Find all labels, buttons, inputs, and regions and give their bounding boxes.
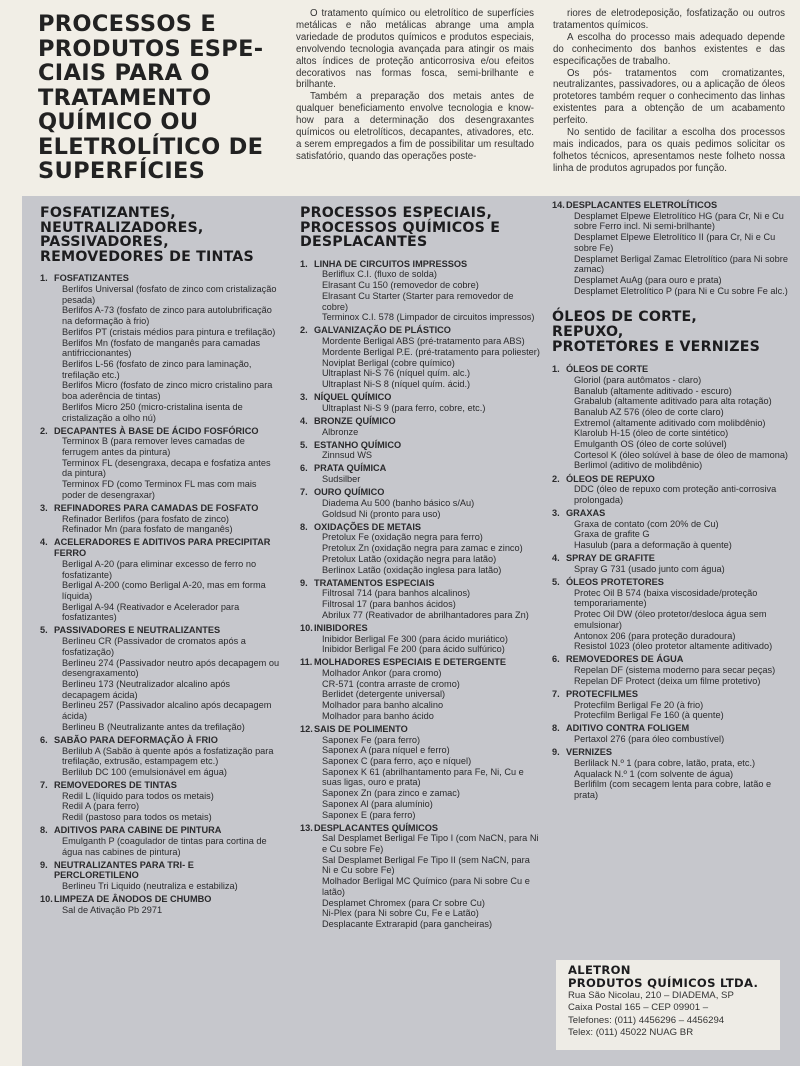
list-item [40,825,280,857]
item-products: Sal Desplamet Berligal Fe Tipo I (com NaCN, para Ni e Cu sobre Fe) Sal Desplamet Berligal Fe Tipo II (sem NaCN, para Ni e Cu sobre Fe) Molhador Berligal MC Químico (para Ni sobre Cu e latão) Desplamet Chromex (para Cr sobre Cu) Ni-Plex (para Ni sobre Cu, Fe e Latão) Desplacante Extrarapid (para gancheiras) [322,833,539,929]
item-products: Redil L (líquido para todos os metais) Redil A (para ferro) Redil (pastoso para todos os metais) [62,790,214,823]
list-item [552,200,788,296]
product-list [40,273,280,915]
item-body [314,823,540,930]
item-products: Molhador Ankor (para cromo) CR-571 (contra arraste de cromo) Berlidet (detergente universal) Molhador para banho alcalino Molhador para banho ácido [322,668,460,721]
item-heading: ADITIVO CONTRA FOLIGEM [566,723,690,734]
item-products: Diadema Au 500 (banho básico s/Au) Goldsud Ni (pronto para uso) [322,497,475,519]
product-list [552,364,788,801]
list-item [40,735,280,778]
company-phones: Telefones: (011) 4456296 – 4456294 [568,1014,725,1026]
item-body [566,747,788,801]
item-body [566,689,788,721]
item-number: 1. [552,364,560,375]
item-heading: VERNIZES [566,747,612,758]
item-body [566,474,788,506]
list-item [300,657,540,721]
item-number: 8. [40,825,48,836]
item-products: Pertaxol 276 (para óleo combustível) [574,734,725,745]
item-number: 13. [300,822,313,833]
item-heading: OURO QUÍMICO [314,487,385,498]
item-body [314,392,540,413]
item-products: Ultraplast Ni-S 9 (para ferro, cobre, etc.) [322,402,486,413]
section-title-fosfatizantes: FOSFATIZANTES, NEUTRALIZADORES, PASSIVADORES, REMOVEDORES DE TINTAS [40,205,254,265]
item-heading: ÓLEOS DE REPUXO [566,473,655,484]
item-heading: INIBIDORES [314,622,368,633]
item-number: 3. [300,392,308,402]
item-number: 5. [300,439,308,450]
list-item [300,259,540,323]
item-body [566,577,788,652]
list-item [300,440,540,461]
item-products: Emulganth P (coagulador de tintas para cortina de água nas cabines de pintura) [62,835,267,857]
item-body [54,503,280,535]
intro-column-1 [296,8,534,163]
item-number: 9. [300,577,308,588]
product-list [300,259,540,930]
item-products: Berlifos Universal (fosfato de zinco com cristalização pesada) Berlifos A-73 (fosfato de zinco para autolubrificação na deformação à frio) Berlifos PT (cristais médios para pintura e trefilação) Berlifos Mn (fosfato de manganês para camadas antifriccionantes) Berlifos L-56 (fosfato de zinco para laminação, trefilação etc.) Berlifos Micro (fosfato de zinco micro cristalino para boa aderência de tintas) Berlifos Micro 250 (micro-cristalina isenta de cristalização a olho nú) [62,284,277,423]
item-products: DDC (óleo de repuxo com proteção anti-corrosiva prolongada) [574,484,777,505]
column-processos [300,200,540,932]
item-number: 8. [552,723,560,734]
item-heading: ÓLEOS PROTETORES [566,577,664,588]
item-heading: ADITIVOS PARA CABINE DE PINTURA [54,825,222,836]
item-products: Graxa de contato (com 20% de Cu) Graxa de grafite G Hasulub (para a deformação à quente) [574,518,732,551]
list-item [40,780,280,823]
intro-paragraph: O tratamento químico ou eletrolítico de superfícies metálicas e não metálicas abrange uma ampla variedade de produtos químicos e produtos especiais, envolvendo tecnologia avançada para atingir os mais altos índices de proteção anticorrosiva e/ou efeitos decorativos nas formas fosca, semi-brilhante e brilhante. [296,8,534,91]
intro-column-2 [553,8,785,175]
item-products: Desplamet Elpewe Eletrolítico HG (para Cr, Ni e Cu sobre Ferro incl. Ni semi-brilhante) Desplamet Elpewe Eletrolítico II (para Cr, Ni e Cu sobre Fe) Desplamet Berligal Zamac Eletrolítico (para Ni sobre zamac) Desplamet AuAg (para ouro e prata) Desplamet Eletrolítico P (para Ni e Cu sobre Fe alc.) [574,210,788,296]
list-item [300,416,540,437]
item-heading: PRATA QUÍMICA [314,463,387,474]
item-number: 1. [40,273,48,284]
item-number: 10. [40,894,53,905]
item-heading: TRATAMENTOS ESPECIAIS [314,577,435,588]
item-body [54,894,280,915]
item-heading: ÓLEOS DE CORTE [566,364,649,375]
item-body [314,657,540,721]
list-item [300,392,540,413]
item-body [314,416,540,437]
section-title-processos: PROCESSOS ESPECIAIS, PROCESSOS QUÍMICOS E DESPLACANTES [300,205,501,251]
list-item [552,723,788,744]
item-body [566,553,788,574]
item-number: 5. [552,577,560,588]
list-item [300,325,540,389]
list-item [40,537,280,623]
item-heading: PASSIVADORES E NEUTRALIZANTES [54,625,221,636]
item-number: 9. [40,859,48,870]
item-number: 6. [300,463,308,474]
item-number: 8. [300,521,308,532]
item-number: 1. [300,258,308,269]
item-heading: DESPLACANTES ELETROLÍTICOS [566,200,718,210]
item-number: 9. [552,747,560,758]
item-heading: NÍQUEL QUÍMICO [314,392,392,402]
item-body [314,463,540,484]
list-item [552,553,788,574]
list-item [40,860,280,892]
item-body [566,364,788,471]
list-item [552,689,788,721]
item-number: 2. [552,473,560,484]
item-products: Berligal A-20 (para eliminar excesso de ferro no fosfatizante) Berligal A-200 (como Berligal A-20, mas em forma líquida) Berligal A-94 (Reativador e Acelerador para fosfatizantes) [62,558,266,623]
item-products: Mordente Berligal ABS (pré-tratamento para ABS) Mordente Berligal P.E. (pré-tratamento para poliester) Noviplat Berligal (cobre químico) Ultraplast Ni-S 76 (níquel quím. alc.) Ultraplast Ni-S 8 (níquel quím. ácid.) [322,336,540,389]
list-item [300,823,540,930]
item-heading: SAIS DE POLIMENTO [314,723,408,734]
item-products: Berlineu Tri Liquido (neutraliza e estabiliza) [62,881,238,892]
company-postal: Caixa Postal 165 – CEP 09901 – [568,1002,709,1014]
item-products: Gloriol (para autômatos - claro) Banalub (altamente aditivado - escuro) Grabalub (altamente aditivado para alta rotação) Banalub AZ 576 (óleo de corte claro) Extremol (altamente aditivado com molibdênio) Klarolub H-15 (óleo de corte sintético) Emulganth OS (óleo de corte solúvel) Cortesol K (óleo solúvel à base de óleo de mamona) Berlimol (aditivo de molibdênio) [574,374,788,471]
item-products: Sudsilber [322,474,361,485]
column-oleos [552,200,788,803]
item-heading: GRAXAS [566,508,606,519]
item-heading: GALVANIZAÇÃO DE PLÁSTICO [314,325,451,336]
item-number: 7. [40,780,48,791]
item-number: 4. [552,553,560,564]
item-number: 6. [552,654,560,665]
item-body [54,625,280,732]
item-products: Spray G 731 (usado junto com água) [574,563,725,574]
item-heading: NEUTRALIZANTES PARA TRI- E PERCLORETILENO [54,859,194,881]
product-list [552,200,788,296]
item-heading: PROTECFILMES [566,688,638,699]
item-number: 11. [300,657,313,668]
item-number: 4. [40,537,48,548]
company-telex: Telex: (011) 45022 NUAG BR [568,1027,694,1039]
company-name: ALETRON PRODUTOS QUÍMICOS LTDA. [568,963,759,990]
item-products: Berlilack N.º 1 (para cobre, latão, prata, etc.) Aqualack N.º 1 (com solvente de água) Berlifilm (com secagem lenta para cobre, latão e prata) [574,757,772,800]
item-heading: LINHA DE CIRCUITOS IMPRESSOS [314,258,468,269]
item-body [566,723,788,744]
list-item [40,426,280,501]
item-products: Albronze [322,426,359,437]
item-body [54,426,280,501]
item-body [566,508,788,551]
company-box [556,960,780,1050]
page-title: PROCESSOS E PRODUTOS ESPE- CIAIS PARA O TRATAMENTO QUÍMICO OU ELETROLÍTICO DE SUPERFÍCIES [38,11,264,184]
item-body [314,440,540,461]
intro-paragraph: A escolha do processo mais adequado depende do conhecimento dos banhos existentes e das especificações de trabalho. [553,31,785,67]
item-body [314,578,540,621]
list-item [300,522,540,576]
item-body [566,200,788,296]
item-products: Protec Oil B 574 (baixa viscosidade/proteção temporariamente) Protec Oil DW (óleo protetor/desloca água sem emulsionar) Antonox 206 (para proteção duradoura) Resistol 1023 (óleo protetor altamente aditivado) [574,587,773,652]
item-body [54,780,280,823]
item-heading: DESPLACANTES QUÍMICOS [314,822,439,833]
column-fosfatizantes [40,200,280,918]
item-heading: REMOVEDORES DE TINTAS [54,780,177,791]
list-item [552,747,788,801]
item-number: 5. [40,625,48,636]
item-products: Filtrosal 714 (para banhos alcalinos) Filtrosal 17 (para banhos ácidos) Abrilux 77 (Reativador de abrilhantadores para Zn) [322,588,529,620]
item-heading: MOLHADORES ESPECIAIS E DETERGENTE [314,657,506,668]
item-heading: REMOVEDORES DE ÁGUA [566,654,684,665]
item-number: 7. [552,688,560,699]
list-item [300,724,540,820]
item-products: Pretolux Fe (oxidação negra para ferro) Pretolux Zn (oxidação negra para zamac e zinco) Pretolux Latão (oxidação negra para latão) Berlinox Latão (oxidação inglesa para latão) [322,532,523,575]
item-body [54,735,280,778]
item-body [314,623,540,655]
item-number: 6. [40,734,48,745]
item-products: Refinador Berlifos (para fosfato de zinco) Refinador Mn (para fosfato de manganês) [62,513,233,535]
item-number: 2. [300,325,308,336]
list-item [40,894,280,915]
item-number: 7. [300,487,308,498]
company-address: Rua São Nicolau, 210 – DIADEMA, SP [568,990,734,1001]
item-body [54,825,280,857]
item-heading: LIMPEZA DE ÂNODOS DE CHUMBO [54,894,212,905]
list-item [300,623,540,655]
item-body [314,724,540,820]
item-number: 12. [300,723,313,734]
item-body [54,273,280,423]
list-item [552,508,788,551]
intro-paragraph: Os pós- tratamentos com cromatizantes, neutralizantes, passivadores, ou a aplicação de óleos protetores também requer o conhecimento das linhas existentes para a obtenção de um acabamento perfeito. [553,67,785,127]
item-heading: FOSFATIZANTES [54,273,129,284]
list-item [552,364,788,471]
item-heading: OXIDAÇÕES DE METAIS [314,521,422,532]
item-body [314,259,540,323]
item-number: 4. [300,415,308,426]
list-item [40,625,280,732]
item-number: 14. [552,200,565,210]
item-products: Repelan DF (sistema moderno para secar peças) Repelan DF Protect (deixa um filme protetivo) [574,665,776,686]
item-products: Inibidor Berligal Fe 300 (para ácido muriático) Inibidor Berligal Fe 200 (para ácido sulfúrico) [322,633,508,655]
item-products: Berliflux C.I. (fluxo de solda) Elrasant Cu 150 (removedor de cobre) Elrasant Cu Starter (Starter para removedor de cobre) Terminox C.I. 578 (Limpador de circuitos impressos) [322,269,535,323]
list-item [300,487,540,519]
item-products: Saponex Fe (para ferro) Saponex A (para níquel e ferro) Saponex C (para ferro, aço e níquel) Saponex K 61 (abrilhantamento para Fe, Ni, Cu e suas ligas, ouro e prata) Saponex Zn (para zinco e zamac) Saponex Al (para alumínio) Saponex E (para ferro) [322,734,524,820]
item-products: Berlilub A (Sabão à quente após a fosfatização para trefilação, extrusão, estampagem etc.) Berlilub DC 100 (emulsionável em água) [62,745,274,777]
list-item [40,503,280,535]
item-body [566,654,788,686]
item-heading: DECAPANTES À BASE DE ÁCIDO FOSFÓRICO [54,425,259,436]
item-heading: REFINADORES PARA CAMADAS DE FOSFATO [54,502,259,513]
item-number: 2. [40,425,48,436]
item-body [314,522,540,576]
item-products: Zinnsud WS [322,450,373,461]
item-products: Terminox B (para remover leves camadas de ferrugem antes da pintura) Terminox FL (desengraxa, decapa e fosfatiza antes da pintura) Terminox FD (como Terminox FL mas com mais poder de desengraxar) [62,436,271,500]
list-item [300,463,540,484]
list-item [300,578,540,621]
list-item [552,474,788,506]
item-heading: SPRAY DE GRAFITE [566,553,655,564]
item-body [54,860,280,892]
item-heading: ACELERADORES E ADITIVOS PARA PRECIPITAR FERRO [54,537,271,559]
item-number: 3. [40,502,48,513]
item-products: Berlineu CR (Passivador de cromatos após a fosfatização) Berlineu 274 (Passivador neutro após decapagem ou desengraxamento) Berlineu 173 (Neutralizador alcalino após decapagem ácida) Berlineu 257 (Passivador alcalino após decapagem ácida) Berlineu B (Neutralizante antes da trefilação) [62,636,280,732]
item-number: 3. [552,508,560,519]
item-heading: BRONZE QUÍMICO [314,415,396,426]
intro-paragraph: Também a preparação dos metais antes de qualquer beneficiamento envolve tecnologia e know-how para a determinação dos desengraxantes químicos ou eletrolíticos, decapantes, ativadores, etc. a serem empregados a fim de possibilitar um resultado satisfatório, quando das operações poste- [296,91,534,162]
item-body [314,325,540,389]
item-heading: SABÃO PARA DEFORMAÇÃO À FRIO [54,734,218,745]
item-body [314,487,540,519]
item-number: 10. [300,622,313,633]
item-products: Protecfilm Berligal Fe 20 (à frio) Protecfilm Berligal Fe 160 (à quente) [574,699,724,721]
item-heading: ESTANHO QUÍMICO [314,439,402,450]
list-item [552,654,788,686]
item-body [54,537,280,623]
item-products: Sal de Ativação Pb 2971 [62,904,163,915]
list-item [40,273,280,423]
intro-paragraph: riores de eletrodeposição, fosfatização ou outros tratamentos químicos. [553,8,785,31]
list-item [552,577,788,652]
section-title-oleos: ÓLEOS DE CORTE, REPUXO, PROTETORES E VERNIZES [552,309,761,355]
intro-paragraph: No sentido de facilitar a escolha dos processos mais indicados, para os quais pedimos solicitar os folhetos técnicos, apresentamos neste folheto nossa linha de produtos agrupados por função. [553,127,785,174]
